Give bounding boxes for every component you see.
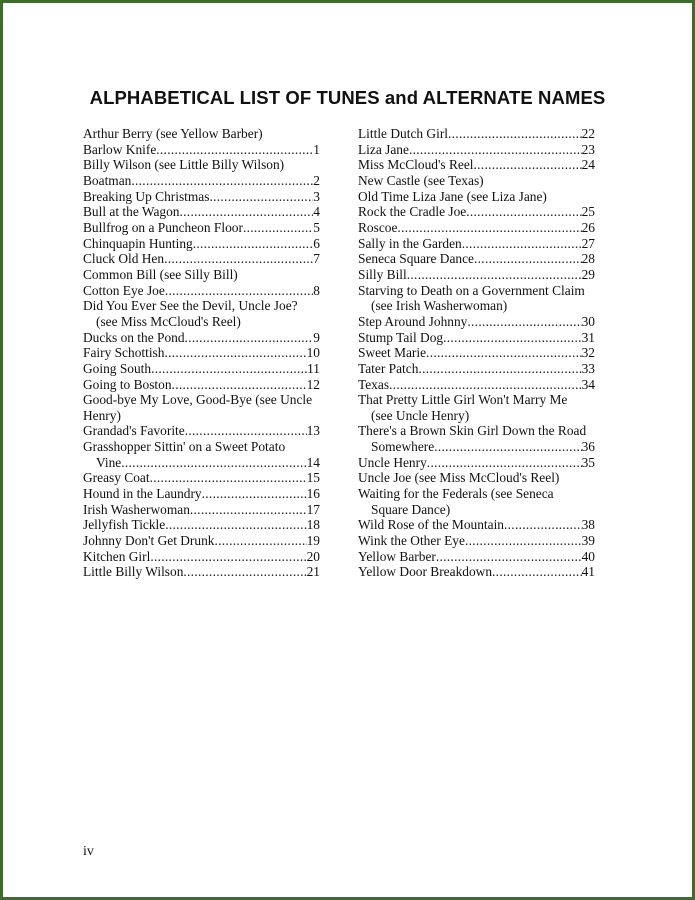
tune-entry	[358, 142, 595, 158]
tune-name: Greasy Coat	[83, 470, 150, 486]
tune-page-number: 19	[306, 533, 320, 549]
alternate-name-text: Billy Wilson (see Little Billy Wilson)	[83, 157, 285, 173]
alternate-name-text: Old Time Liza Jane (see Liza Jane)	[358, 188, 547, 204]
tune-entry	[83, 517, 320, 533]
tune-page-number: 32	[581, 345, 595, 361]
tune-name: Little Billy Wilson	[83, 564, 184, 580]
alternate-name-entry	[83, 392, 320, 423]
tune-page-number: 31	[581, 329, 595, 345]
left-column-tune-list	[83, 126, 320, 580]
alternate-name-text: New Castle (see Texas)	[358, 172, 484, 188]
tune-entry	[358, 204, 595, 220]
tune-entry	[358, 377, 595, 393]
dot-leader	[185, 423, 307, 439]
tune-name: Grasshopper Sittin' on a Sweet Potato	[83, 439, 286, 455]
alternate-name-entry	[358, 173, 595, 189]
tune-entry	[83, 142, 320, 158]
alternate-name-entry	[358, 392, 595, 423]
tune-entry	[83, 330, 320, 346]
tune-name: Yellow Barber	[358, 548, 436, 564]
tune-name: Grandad's Favorite	[83, 423, 185, 439]
tune-page-number: 3	[313, 188, 320, 204]
tune-entry	[358, 330, 595, 346]
tune-entry	[83, 423, 320, 439]
dot-leader	[190, 502, 307, 518]
tune-name: Kitchen Girl	[83, 548, 151, 564]
tune-entry	[83, 204, 320, 220]
dot-leader	[426, 345, 582, 361]
dot-leader	[434, 439, 581, 455]
dot-leader	[183, 564, 306, 580]
tune-name: Roscoe	[358, 219, 398, 235]
dot-leader	[214, 533, 306, 549]
tune-name: Breaking Up Christmas	[83, 188, 210, 204]
tune-page-number: 4	[313, 204, 320, 220]
tune-page-number: 2	[313, 172, 320, 188]
tune-page-number: 5	[313, 219, 320, 235]
alternate-name-entry	[358, 486, 595, 517]
tune-page-number: 15	[306, 470, 320, 486]
alternate-name-entry	[83, 126, 320, 142]
dot-leader	[466, 204, 581, 220]
tune-name: Sally in the Garden	[358, 235, 462, 251]
tune-name: Going South	[83, 360, 152, 376]
tune-page-number: 26	[581, 219, 595, 235]
tune-page-number: 27	[581, 235, 595, 251]
alternate-name-text: Common Bill (see Silly Bill)	[83, 266, 238, 282]
alternate-name-text: Waiting for the Federals (see Seneca	[358, 486, 554, 502]
tune-page-number: 35	[581, 454, 595, 470]
alternate-name-entry	[358, 283, 595, 314]
tune-name: Boatman	[83, 172, 132, 188]
tune-entry	[83, 173, 320, 189]
tune-entry	[358, 533, 595, 549]
tune-page-number: 7	[313, 251, 320, 267]
tune-name: Irish Washerwoman	[83, 501, 190, 517]
tune-name-continuation	[83, 455, 320, 471]
dot-leader	[243, 220, 313, 236]
tune-entry	[358, 251, 595, 267]
tune-name: Sweet Marie	[358, 345, 427, 361]
alternate-name-text: That Pretty Little Girl Won't Marry Me	[358, 392, 568, 408]
alternate-name-entry	[83, 157, 320, 173]
alternate-name-entry	[83, 267, 320, 283]
dot-leader	[165, 517, 306, 533]
tune-name: Liza Jane	[358, 141, 409, 157]
tune-name: Texas	[358, 376, 390, 392]
tune-name: Seneca Square Dance	[358, 251, 474, 267]
tune-name: Barlow Knife	[83, 141, 157, 157]
dot-leader	[427, 455, 582, 471]
tune-page-number: 10	[306, 345, 320, 361]
tune-page-number: 21	[306, 564, 320, 580]
tune-name: There's a Brown Skin Girl Down the Road	[358, 423, 587, 439]
tune-page-number: 14	[306, 454, 320, 470]
tune-name-continuation-text: Vine	[96, 454, 122, 470]
dot-leader	[193, 236, 314, 252]
tune-page-number: 18	[306, 517, 320, 533]
dot-leader	[409, 142, 582, 158]
tune-entry	[83, 236, 320, 252]
tune-name: Jellyfish Tickle	[83, 517, 166, 533]
alternate-name-entry	[358, 189, 595, 205]
alternate-name-entry	[83, 298, 320, 329]
tune-entry	[358, 220, 595, 236]
page-title: ALPHABETICAL LIST OF TUNES and ALTERNATE NAMES	[89, 87, 606, 108]
dot-leader	[131, 173, 313, 189]
tune-page-number: 13	[306, 423, 320, 439]
alternate-name-entry	[358, 470, 595, 486]
tune-entry	[83, 377, 320, 393]
alternate-name-continuation: (see Uncle Henry)	[371, 407, 470, 423]
tune-name: Ducks on the Pond	[83, 329, 185, 345]
dot-leader	[164, 345, 306, 361]
tune-name: Uncle Henry	[358, 454, 427, 470]
tune-entry	[358, 267, 595, 283]
tune-entry	[83, 502, 320, 518]
tune-name-continuation-text: Somewhere	[371, 439, 435, 455]
tune-page-number: 41	[581, 564, 595, 580]
tune-name: Yellow Door Breakdown	[358, 564, 493, 580]
tune-page-number: 17	[306, 501, 320, 517]
tune-page-number: 36	[581, 439, 595, 455]
tune-name: Rock the Cradle Joe	[358, 204, 467, 220]
dot-leader	[185, 330, 314, 346]
alternate-name-text: Good-bye My Love, Good-Bye (see Uncle	[83, 392, 313, 408]
dot-leader	[407, 267, 582, 283]
tune-page-number: 29	[581, 266, 595, 282]
alternate-name-continuation: (see Miss McCloud's Reel)	[96, 313, 241, 329]
tune-entry	[83, 439, 320, 470]
tune-page-number: 23	[581, 141, 595, 157]
alternate-name-continuation: Henry)	[83, 407, 121, 423]
tune-entry	[83, 533, 320, 549]
tune-entry	[83, 220, 320, 236]
tune-name: Silly Bill	[358, 266, 407, 282]
dot-leader	[448, 126, 582, 142]
alternate-name-text: Starving to Death on a Government Claim	[358, 282, 585, 298]
dot-leader	[150, 549, 306, 565]
tune-name: Cotton Eye Joe	[83, 282, 165, 298]
tune-page-number: 24	[581, 157, 595, 173]
tune-page-number: 6	[313, 235, 320, 251]
tune-entry	[83, 361, 320, 377]
tune-name: Wild Rose of the Mountain	[358, 517, 504, 533]
alternate-name-continuation: (see Irish Washerwoman)	[371, 298, 508, 314]
tune-name: Hound in the Laundry	[83, 486, 202, 502]
tune-name: Chinquapin Hunting	[83, 235, 193, 251]
tune-entry	[358, 564, 595, 580]
tune-page-number: 28	[581, 251, 595, 267]
tune-entry	[83, 564, 320, 580]
dot-leader	[150, 470, 307, 486]
dot-leader	[172, 377, 307, 393]
tune-name-continuation	[358, 439, 595, 455]
tune-page-number: 16	[306, 486, 320, 502]
dot-leader	[151, 361, 307, 377]
tune-page-number: 39	[581, 533, 595, 549]
page-number-folio: iv	[83, 844, 94, 859]
tune-entry	[83, 345, 320, 361]
dot-leader	[465, 533, 582, 549]
tune-page-number: 40	[581, 548, 595, 564]
tune-name: Step Around Johnny	[358, 313, 468, 329]
tune-name: Stump Tail Dog	[358, 329, 444, 345]
tune-page-number: 9	[313, 329, 320, 345]
tune-entry	[83, 549, 320, 565]
tune-entry	[358, 314, 595, 330]
dot-leader	[180, 204, 314, 220]
dot-leader	[436, 549, 582, 565]
dot-leader	[397, 220, 581, 236]
tune-entry	[358, 126, 595, 142]
tune-entry	[83, 486, 320, 502]
tune-entry	[83, 470, 320, 486]
tune-name: Johnny Don't Get Drunk	[83, 533, 215, 549]
tune-name: Wink the Other Eye	[358, 533, 465, 549]
tune-page-number: 20	[306, 548, 320, 564]
tune-page-number: 22	[581, 126, 595, 141]
tune-name: Bull at the Wagon	[83, 204, 180, 220]
tune-entry	[358, 455, 595, 471]
tune-entry	[358, 423, 595, 454]
tune-entry	[83, 189, 320, 205]
dot-leader	[443, 330, 581, 346]
dot-leader	[467, 314, 581, 330]
tune-name: Bullfrog on a Puncheon Floor	[83, 219, 243, 235]
dot-leader	[156, 142, 313, 158]
tune-page-number: 8	[313, 282, 320, 298]
tune-page-number: 38	[581, 517, 595, 533]
alternate-name-text: Arthur Berry (see Yellow Barber)	[83, 126, 263, 141]
dot-leader	[492, 564, 582, 580]
tune-name: Going to Boston	[83, 376, 172, 392]
dot-leader	[209, 189, 313, 205]
tune-name: Cluck Old Hen	[83, 251, 165, 267]
alternate-name-text: Uncle Joe (see Miss McCloud's Reel)	[358, 470, 560, 486]
tune-entry	[83, 283, 320, 299]
tune-page-number: 12	[306, 376, 320, 392]
tune-page-number: 1	[313, 141, 320, 157]
tune-entry	[358, 549, 595, 565]
dot-leader	[474, 157, 582, 173]
right-column-tune-list	[358, 126, 595, 580]
tune-entry	[358, 517, 595, 533]
tune-entry	[358, 157, 595, 173]
tune-entry	[358, 361, 595, 377]
dot-leader	[462, 236, 582, 252]
tune-entry	[358, 236, 595, 252]
dot-leader	[418, 361, 581, 377]
tune-page-number: 34	[581, 376, 595, 392]
dot-leader	[165, 283, 313, 299]
dot-leader	[389, 377, 582, 393]
tune-name: Little Dutch Girl	[358, 126, 448, 141]
dot-leader	[121, 455, 306, 471]
tune-name: Fairy Schottish	[83, 345, 165, 361]
alternate-name-continuation: Square Dance)	[371, 501, 451, 517]
tune-name: Miss McCloud's Reel	[358, 157, 474, 173]
tune-page-number: 33	[581, 360, 595, 376]
dot-leader	[164, 251, 313, 267]
dot-leader	[202, 486, 307, 502]
tune-page-number: 30	[581, 313, 595, 329]
tune-entry	[83, 251, 320, 267]
dot-leader	[474, 251, 582, 267]
tune-page-number: 11	[307, 360, 320, 376]
tune-entry	[358, 345, 595, 361]
dot-leader	[504, 517, 582, 533]
tune-name: Tater Patch	[358, 360, 419, 376]
tune-page-number: 25	[581, 204, 595, 220]
alternate-name-text: Did You Ever See the Devil, Uncle Joe?	[83, 298, 298, 314]
